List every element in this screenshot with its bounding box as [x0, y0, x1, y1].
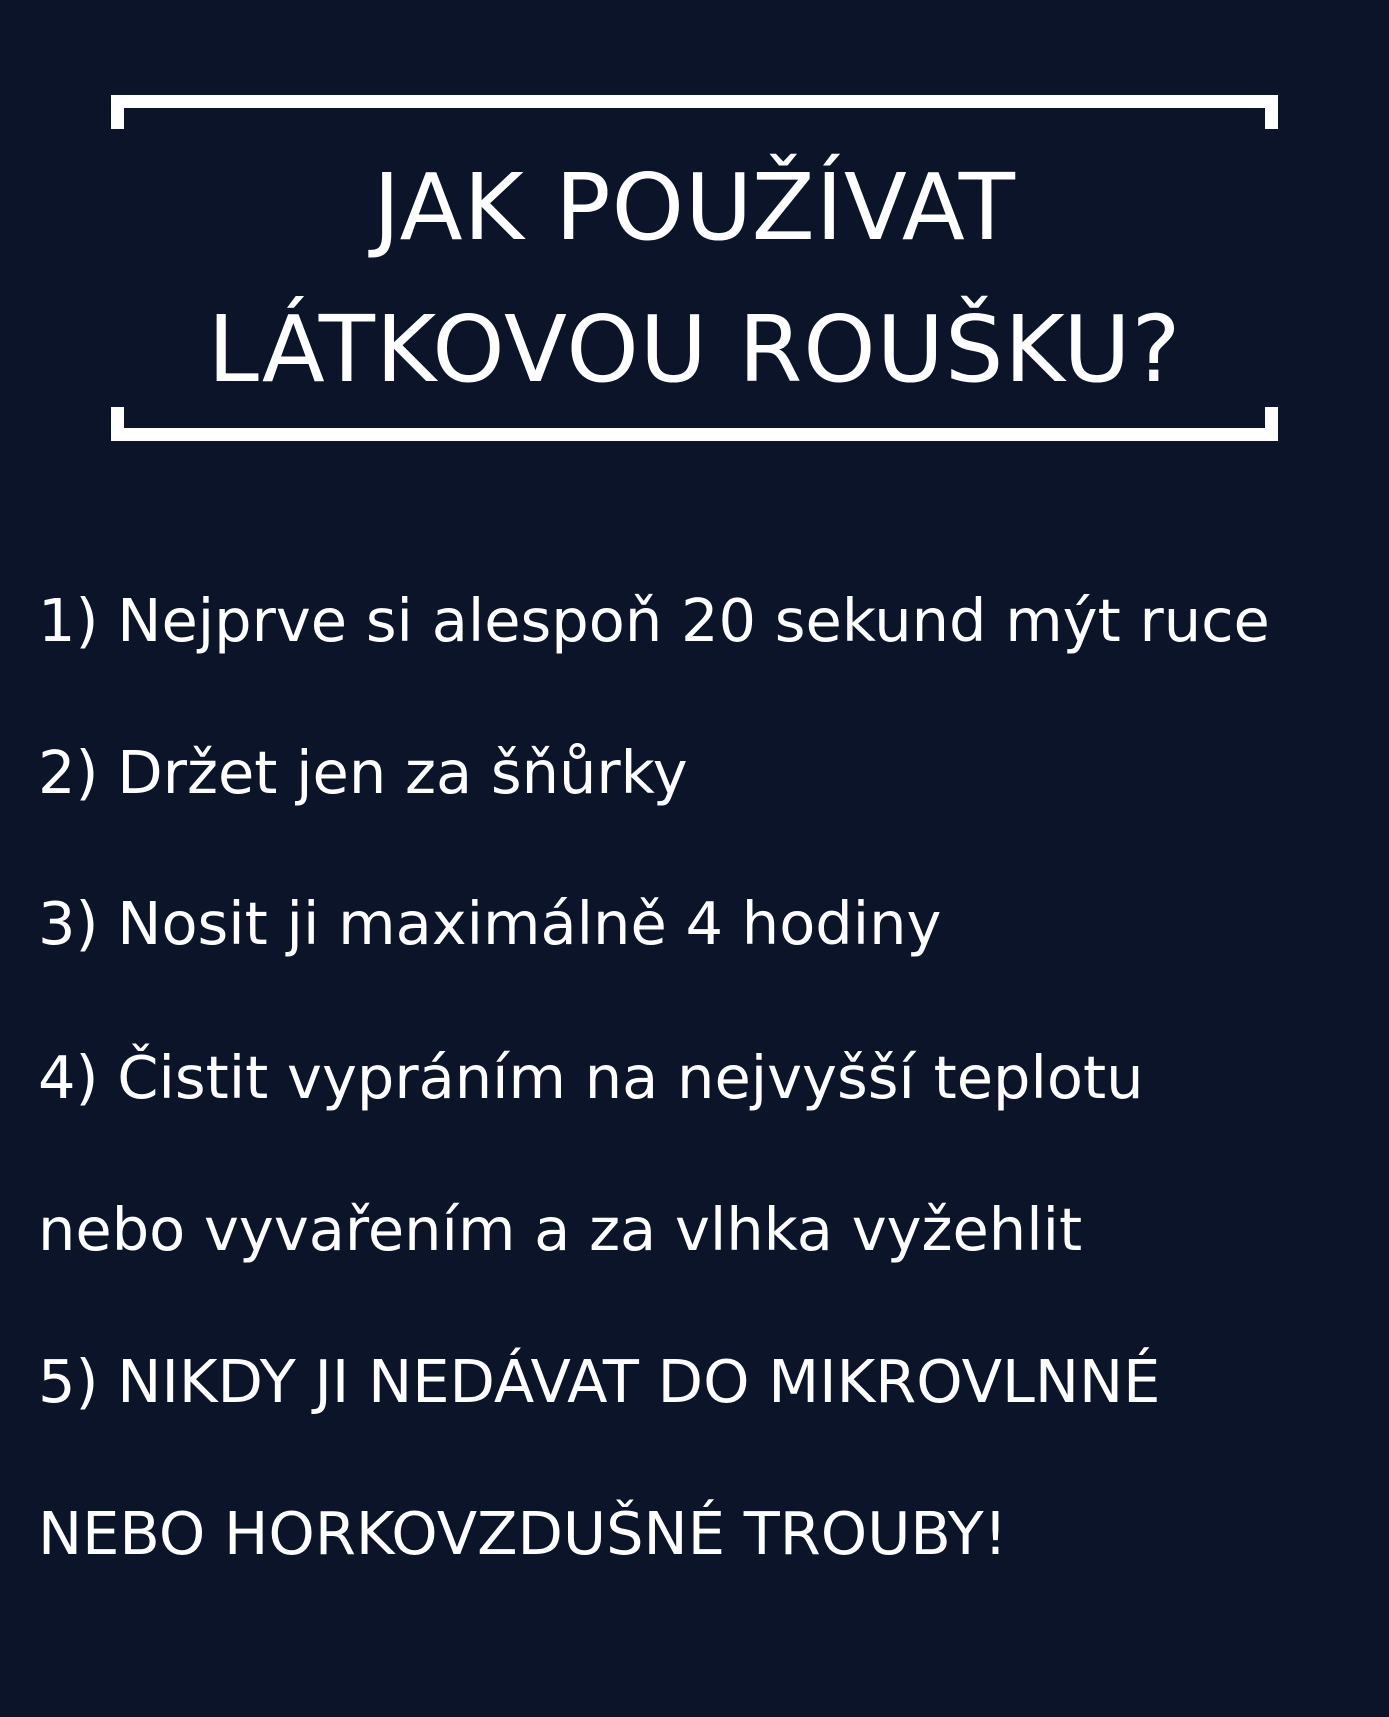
instruction-1: 1) Nejprve si alespoň 20 sekund mýt ruce	[38, 586, 1270, 655]
instruction-2: 2) Držet jen za šňůrky	[38, 738, 688, 807]
instruction-5-part-1: 5) NIKDY JI NEDÁVAT DO MIKROVLNNÉ	[38, 1347, 1161, 1416]
instruction-5-part-2: NEBO HORKOVZDUŠNÉ TROUBY!	[38, 1499, 1008, 1568]
title-frame-top-right-tick	[1265, 95, 1278, 129]
instruction-4-part-1: 4) Čistit vypráním na nejvyšší teplotu	[38, 1043, 1144, 1112]
title-line-2: LÁTKOVOU ROUŠKU?	[207, 296, 1182, 403]
title-frame-top-bar	[111, 95, 1278, 108]
title-frame-top-left-tick	[111, 95, 124, 129]
instruction-3: 3) Nosit ji maximálně 4 hodiny	[38, 889, 942, 958]
title-frame-bottom-bar	[111, 428, 1278, 441]
instruction-4-part-2: nebo vyvařením a za vlhka vyžehlit	[38, 1195, 1083, 1264]
title-line-1: JAK POUŽÍVAT	[373, 154, 1016, 261]
